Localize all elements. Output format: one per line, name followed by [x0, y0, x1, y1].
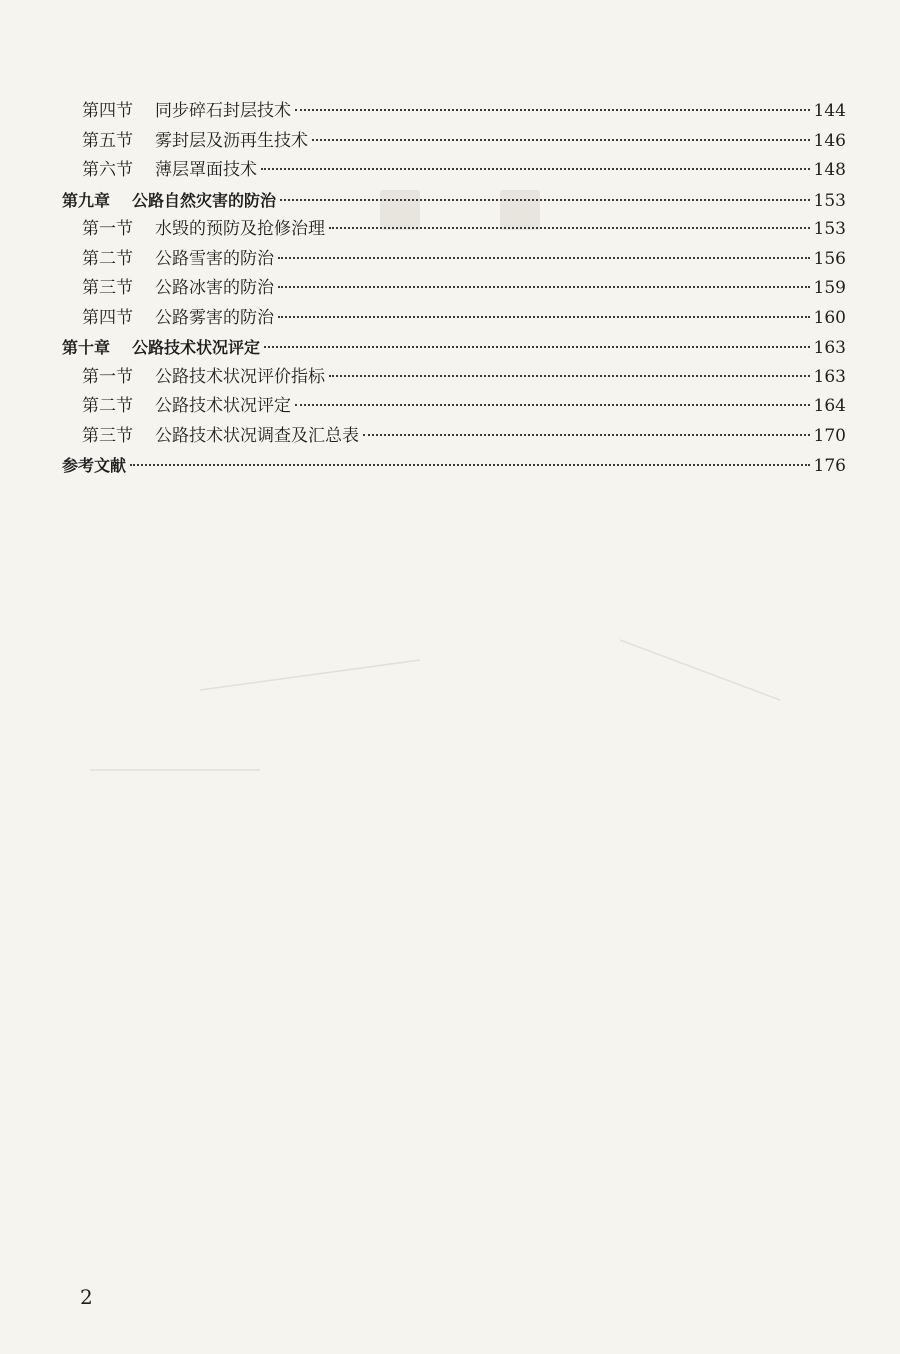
toc-entry-title: 参考文献 [62, 456, 127, 475]
toc-entry-number: 第一节 [82, 366, 133, 387]
dot-leader [295, 109, 810, 111]
toc-entry-page: 153 [813, 219, 846, 239]
toc-entry-title: 雾封层及沥再生技术 [155, 130, 308, 151]
toc-references-entry[interactable] [62, 451, 846, 481]
toc-entry[interactable] [62, 363, 846, 393]
toc-entry[interactable] [62, 422, 846, 452]
toc-entry-number: 第六节 [82, 160, 133, 180]
toc-entry-number: 第一节 [82, 219, 133, 239]
toc-entry-title: 薄层罩面技术 [155, 160, 257, 180]
toc-entry-page: 176 [813, 456, 846, 476]
toc-chapter-entry[interactable] [62, 186, 846, 216]
toc-entry-page: 153 [813, 190, 846, 211]
dot-leader [329, 375, 810, 377]
dot-leader [312, 139, 810, 141]
toc-entry-title: 公路雾害的防治 [155, 307, 274, 328]
toc-entry-page: 146 [813, 130, 846, 151]
toc-entry-title: 公路雪害的防治 [155, 248, 274, 269]
toc-entry-number: 第二节 [82, 396, 133, 416]
toc-entry-title: 公路技术状况评价指标 [155, 366, 325, 387]
dot-leader [264, 346, 810, 348]
toc-entry[interactable] [62, 127, 846, 157]
page-number: 2 [80, 1285, 93, 1309]
dot-leader [295, 404, 810, 406]
toc-entry[interactable] [62, 274, 846, 304]
toc-entry-page: 148 [813, 160, 846, 180]
dot-leader [261, 168, 810, 170]
toc-entry-number: 第四节 [82, 307, 133, 328]
toc-entry-page: 160 [813, 307, 846, 328]
toc-entry-number: 第十章 [62, 338, 111, 357]
toc-entry-title: 公路技术状况评定 [132, 338, 261, 357]
toc-entry-title: 同步碎石封层技术 [155, 101, 291, 121]
toc-entry-page: 144 [813, 101, 846, 121]
toc-entry-number: 第二节 [82, 248, 133, 269]
dot-leader [280, 199, 810, 201]
toc-chapter-entry[interactable] [62, 333, 846, 363]
toc-entry-title: 公路冰害的防治 [155, 278, 274, 298]
toc-entry-page: 163 [813, 338, 846, 358]
toc-entry-title: 水毁的预防及抢修治理 [155, 219, 325, 239]
toc-entry[interactable] [62, 392, 846, 422]
toc-entry-number: 第九章 [62, 190, 111, 210]
dot-leader [363, 434, 810, 436]
toc-entry[interactable] [62, 97, 846, 127]
toc-entry-page: 170 [813, 425, 846, 446]
toc-entry-page: 164 [813, 396, 846, 416]
toc-entry[interactable] [62, 304, 846, 334]
toc-entry-page: 163 [813, 366, 846, 387]
dot-leader [278, 257, 810, 259]
toc-entry-number: 第四节 [82, 101, 133, 121]
toc-entry-number: 第五节 [82, 130, 133, 151]
dot-leader [278, 316, 810, 318]
table-of-contents [62, 97, 846, 481]
toc-entry-page: 156 [813, 248, 846, 269]
toc-entry-number: 第三节 [82, 278, 133, 298]
toc-entry-title: 公路技术状况评定 [155, 396, 291, 416]
toc-entry[interactable] [62, 215, 846, 245]
dot-leader [329, 227, 810, 229]
dot-leader [130, 464, 810, 466]
dot-leader [278, 286, 810, 288]
toc-entry-page: 159 [813, 278, 846, 298]
toc-entry-number: 第三节 [82, 425, 133, 446]
toc-entry[interactable] [62, 156, 846, 186]
toc-entry-title: 公路自然灾害的防治 [132, 190, 277, 210]
toc-entry-title: 公路技术状况调查及汇总表 [155, 425, 359, 446]
toc-entry[interactable] [62, 245, 846, 275]
